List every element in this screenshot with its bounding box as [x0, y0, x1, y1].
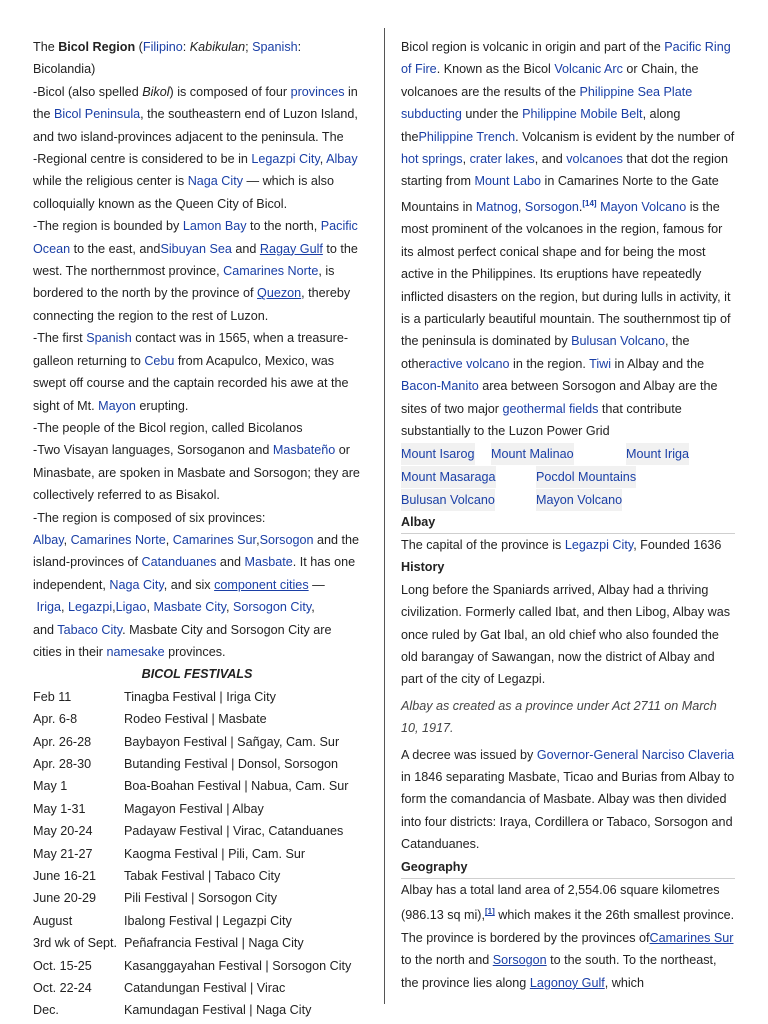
link-mount-labo[interactable]: Mount Labo	[474, 174, 542, 189]
reference-14[interactable]: [14]	[582, 198, 597, 208]
link-legazpi[interactable]: Legazpi	[68, 600, 113, 615]
festival-name: Kasanggayahan Festival | Sorsogon City	[124, 958, 352, 973]
link-quezon[interactable]: Quezon	[257, 286, 302, 301]
link-legazpi-city-r[interactable]: Legazpi City	[564, 537, 634, 552]
festival-date: Apr. 26-28	[33, 734, 92, 749]
albay-heading: Albay	[401, 511, 735, 534]
festival-date: Oct. 15-25	[33, 958, 92, 973]
link-mount-iriga[interactable]: Mount Iriga	[626, 443, 689, 465]
link-lamon-bay[interactable]: Lamon Bay	[182, 219, 247, 234]
link-iriga[interactable]: Iriga	[36, 600, 61, 615]
festival-row	[33, 932, 361, 954]
festival-row	[33, 775, 361, 797]
people-line: -The people of the Bicol region, called Bicolanos	[33, 420, 303, 435]
link-albay[interactable]: Albay	[326, 152, 358, 167]
link-mount-malinao[interactable]: Mount Malinao	[491, 443, 574, 465]
volcanic-paragraph: Bicol region is volcanic in origin and part of the Pacific Ring of Fire. Known as the Bicol Volcanic Arc or Chain, the volcanoes are the results of the Philippine Sea Plate subducting under the Philippine Mobile Belt, along thePhilippine Trench. Volcanism is evident by the number of hot springs, crater lakes, and volcanoes that dot the region starting from Mount Labo in Camarines Norte to the Gate Mountains in Matnog, Sorsogon.[14] Mayon Volcano is the most prominent of the volcanoes in the region, famous for its almost perfect conical shape and for being the most active in the Philippines. Its eruptions have repeatedly inflicted disasters on the region, but during lulls in activity, it is a particularly beautiful mountain. The southernmost tip of the peninsula is dominated by Bulusan Volcano, the otheractive volcano in the region. Tiwi in Albay and the Bacon-Manito area between Sorsogon and Albay are the sites of two major geothermal fields that contribute substantially to the Luzon Power Grid	[401, 40, 735, 439]
festival-date: Apr. 28-30	[33, 757, 92, 771]
link-camarines-norte-2[interactable]: Camarines Norte	[70, 532, 166, 547]
link-spanish-2[interactable]: Spanish	[86, 331, 132, 346]
festival-name: Padayaw Festival | Virac, Catanduanes	[124, 824, 344, 839]
festival-date: Apr. 6-8	[33, 712, 78, 727]
link-bulusan-volcano[interactable]: Bulusan Volcano	[571, 334, 665, 349]
festival-row	[33, 977, 361, 999]
link-camarines-sur-r[interactable]: Camarines Sur	[649, 931, 734, 945]
festival-row	[33, 887, 361, 909]
left-column	[33, 36, 361, 1022]
link-namesake[interactable]: namesake	[106, 644, 165, 659]
link-provinces[interactable]: provinces	[290, 84, 345, 99]
link-cebu[interactable]: Cebu	[144, 353, 175, 368]
link-pacific-ocean[interactable]: Pacific Ocean	[33, 219, 358, 256]
link-sorsogon[interactable]: Sorsogon	[259, 532, 314, 547]
festival-row	[33, 820, 361, 842]
link-sorsogon-r[interactable]: Sorsogon	[524, 200, 579, 215]
link-governor-general[interactable]: Governor-General Narciso Claveria	[536, 747, 735, 762]
festival-date: 3rd wk of Sept.	[33, 936, 117, 951]
geography-heading: Geography	[401, 856, 735, 879]
festival-row	[33, 708, 361, 730]
festival-name: Catandungan Festival | Virac	[124, 981, 286, 996]
link-mayon-volcano-2[interactable]: Mayon Volcano	[536, 489, 622, 511]
bicol-region-title: Bicol Region	[58, 40, 136, 54]
link-hot-springs[interactable]: hot springs	[401, 152, 463, 167]
link-sorsogon-city[interactable]: Sorsogon City	[233, 600, 312, 615]
festival-row	[33, 999, 361, 1021]
festival-name: Pili Festival | Sorsogon City	[124, 891, 278, 906]
festival-name: Peñafrancia Festival | Naga City	[124, 936, 304, 951]
link-albay-2[interactable]: Albay	[33, 532, 64, 547]
link-geothermal-fields[interactable]: geothermal fields	[502, 401, 599, 416]
link-mayon-volcano[interactable]: Mayon Volcano	[600, 200, 687, 215]
act-note: Albay as created as a province under Act 2711 on March 10, 1917.	[401, 698, 717, 736]
link-tiwi[interactable]: Tiwi	[589, 356, 612, 371]
festival-row	[33, 955, 361, 977]
link-mount-masaraga[interactable]: Mount Masaraga	[401, 466, 496, 488]
festival-date: Feb 11	[33, 689, 72, 704]
link-ligao[interactable]: Ligao	[115, 600, 147, 615]
link-crater-lakes[interactable]: crater lakes	[469, 152, 535, 167]
festival-row	[33, 753, 361, 775]
festival-date: May 1-31	[33, 801, 86, 816]
history-heading: History	[401, 560, 445, 575]
decree-paragraph: A decree was issued by Governor-General Narciso Claveria in 1846 separating Masbate, Ticao and Burias from Albay to form the comandancia of Masbate. Albay was then divided into four districts: Iraya, Cordillera or Tabaco, Sorsogon and Catanduanes.	[401, 747, 735, 852]
festival-date: Dec.	[33, 1003, 59, 1018]
festival-date: June 20-29	[33, 891, 97, 906]
festivals-title: BICOL FESTIVALS	[141, 667, 253, 682]
reference-1[interactable]: [1]	[485, 907, 495, 917]
link-legazpi-city[interactable]: Legazpi City	[251, 152, 320, 167]
festival-name: Boa-Boahan Festival | Nabua, Cam. Sur	[124, 779, 349, 794]
provinces-paragraph: Albay, Camarines Norte, Camarines Sur,Sorsogon and the island-provinces of Catanduanes and Masbate. It has one independent, Naga City, and six component cities — Iriga, Legazpi,Ligao, Masbate City, Sorsogon City, and Tabaco City. Masbate City and Sorsogon City are cities in their namesake provinces.	[33, 532, 360, 659]
festivals-table	[33, 686, 361, 1022]
link-camarines-norte[interactable]: Camarines Norte	[223, 264, 319, 279]
link-tabaco-city[interactable]: Tabaco City	[57, 622, 123, 637]
six-provinces-line: -The region is composed of six provinces:	[33, 510, 266, 525]
link-philippine-sea-plate[interactable]: Philippine Sea Plate	[579, 84, 693, 99]
festival-date: Oct. 22-24	[33, 981, 92, 996]
column-divider	[384, 28, 385, 1004]
link-volcanoes[interactable]: volcanoes	[566, 152, 623, 167]
intro-paragraph: The Bicol Region (Filipino: Kabikulan; Spanish: Bicolandia) -Bicol (also spelled Bikol) is composed of four provinces in the Bicol Peninsula, the southeastern end of Luzon Island, and two island-provinces adjacent to the peninsula. The	[33, 40, 358, 144]
link-active-volcano[interactable]: active volcano	[429, 356, 510, 371]
festival-name: Ibalong Festival | Legazpi City	[124, 913, 292, 928]
right-column	[401, 36, 735, 994]
festival-row	[33, 865, 361, 887]
link-camarines-sur[interactable]: Camarines Sur	[172, 532, 257, 547]
capital-paragraph: The capital of the province is Legazpi City, Founded 1636	[401, 537, 722, 552]
festival-row	[33, 843, 361, 865]
bounded-paragraph: -The region is bounded by Lamon Bay to the north, Pacific Ocean to the east, andSibuyan Sea and Ragay Gulf to the west. The northernmost province, Camarines Norte, is bordered to the north by the province of Quezon, thereby connecting the region to the rest of Luzon.	[33, 219, 358, 323]
link-bulusan-volcano-2[interactable]: Bulusan Volcano	[401, 489, 495, 511]
link-sorsogon-r2[interactable]: Sorsogon	[492, 953, 547, 968]
geography-paragraph: Albay has a total land area of 2,554.06 square kilometres (986.13 sq mi),[1] which makes it the 26th smallest province. The province is bordered by the provinces ofCamarines Sur to the north and Sorsogon to the south. To the northeast, the province lies along Lagonoy Gulf, which	[401, 883, 735, 990]
link-ragay-gulf[interactable]: Ragay Gulf	[259, 241, 323, 256]
festival-date: May 20-24	[33, 824, 93, 839]
link-mobile-belt[interactable]: Philippine Mobile Belt	[522, 107, 643, 122]
link-naga-city[interactable]: Naga City	[187, 174, 243, 189]
festival-name: Kaogma Festival | Pili, Cam. Sur	[124, 846, 306, 861]
link-masbate[interactable]: Masbate	[244, 555, 293, 570]
festival-date: May 21-27	[33, 846, 93, 861]
spanish-contact-paragraph: -The first Spanish contact was in 1565, when a treasure-galleon returning to Cebu from Acapulco, Mexico, was swept off course and the captain recorded his awe at the sight of Mt. Mayon erupting.	[33, 331, 349, 413]
festival-row	[33, 686, 361, 708]
link-philippine-trench[interactable]: Philippine Trench	[418, 129, 516, 144]
festival-name: Rodeo Festival | Masbate	[124, 712, 267, 727]
link-bacon-manito[interactable]: Bacon-Manito	[401, 379, 479, 394]
link-matnog[interactable]: Matnog	[475, 200, 518, 215]
link-mount-isarog[interactable]: Mount Isarog	[401, 443, 475, 465]
link-lagonoy-gulf[interactable]: Lagonoy Gulf	[529, 975, 605, 990]
festival-date: May 1	[33, 779, 68, 794]
link-naga-city-2[interactable]: Naga City	[109, 577, 164, 592]
festival-name: Kamundagan Festival | Naga City	[124, 1003, 312, 1018]
link-filipino[interactable]: Filipino	[142, 40, 183, 54]
link-ring-of-fire[interactable]: Pacific Ring of Fire	[401, 40, 731, 77]
languages-paragraph: -Two Visayan languages, Sorsoganon and Masbateño or Minasbate, are spoken in Masbate and Sorsogon; they are collectively referred to as Bisakol.	[33, 443, 360, 503]
festival-name: Baybayon Festival | Sañgay, Cam. Sur	[124, 734, 340, 749]
link-sibuyan-sea[interactable]: Sibuyan Sea	[160, 241, 232, 256]
regional-centre-paragraph: -Regional centre is considered to be in Legazpi City, Albay while the religious center is Naga City — which is also colloquially known as the Queen City of Bicol.	[33, 152, 358, 211]
link-subducting[interactable]: subducting	[401, 107, 462, 122]
festival-row	[33, 731, 361, 753]
mountains-links	[401, 443, 735, 511]
link-bicol-peninsula[interactable]: Bicol Peninsula	[54, 107, 141, 122]
festival-name: Butanding Festival | Donsol, Sorsogon	[124, 757, 338, 771]
link-spanish[interactable]: Spanish	[252, 40, 298, 54]
festival-name: Tinagba Festival | Iriga City	[124, 689, 276, 704]
festival-date: August	[33, 913, 73, 928]
link-volcanic-arc[interactable]: Volcanic Arc	[554, 62, 623, 77]
link-catanduanes[interactable]: Catanduanes	[141, 555, 217, 570]
festival-date: June 16-21	[33, 869, 97, 884]
link-mayon[interactable]: Mayon	[98, 398, 136, 413]
link-component-cities[interactable]: component cities	[214, 577, 309, 592]
link-masbate-city[interactable]: Masbate City	[153, 600, 227, 615]
festival-name: Magayon Festival | Albay	[124, 801, 264, 816]
history-paragraph: Long before the Spaniards arrived, Albay had a thriving civilization. Formerly called Ibat, and then Libog, Albay was once ruled by Gat Ibal, an old chief who also founded the old barangay of Sawangan, now the district of Albay and part of the city of Legazpi.	[401, 582, 731, 687]
link-masbateno[interactable]: Masbateño	[272, 443, 336, 458]
festival-row	[33, 798, 361, 820]
festival-row	[33, 910, 361, 932]
link-pocdol-mountains[interactable]: Pocdol Mountains	[536, 466, 636, 488]
festival-name: Tabak Festival | Tabaco City	[124, 869, 281, 884]
